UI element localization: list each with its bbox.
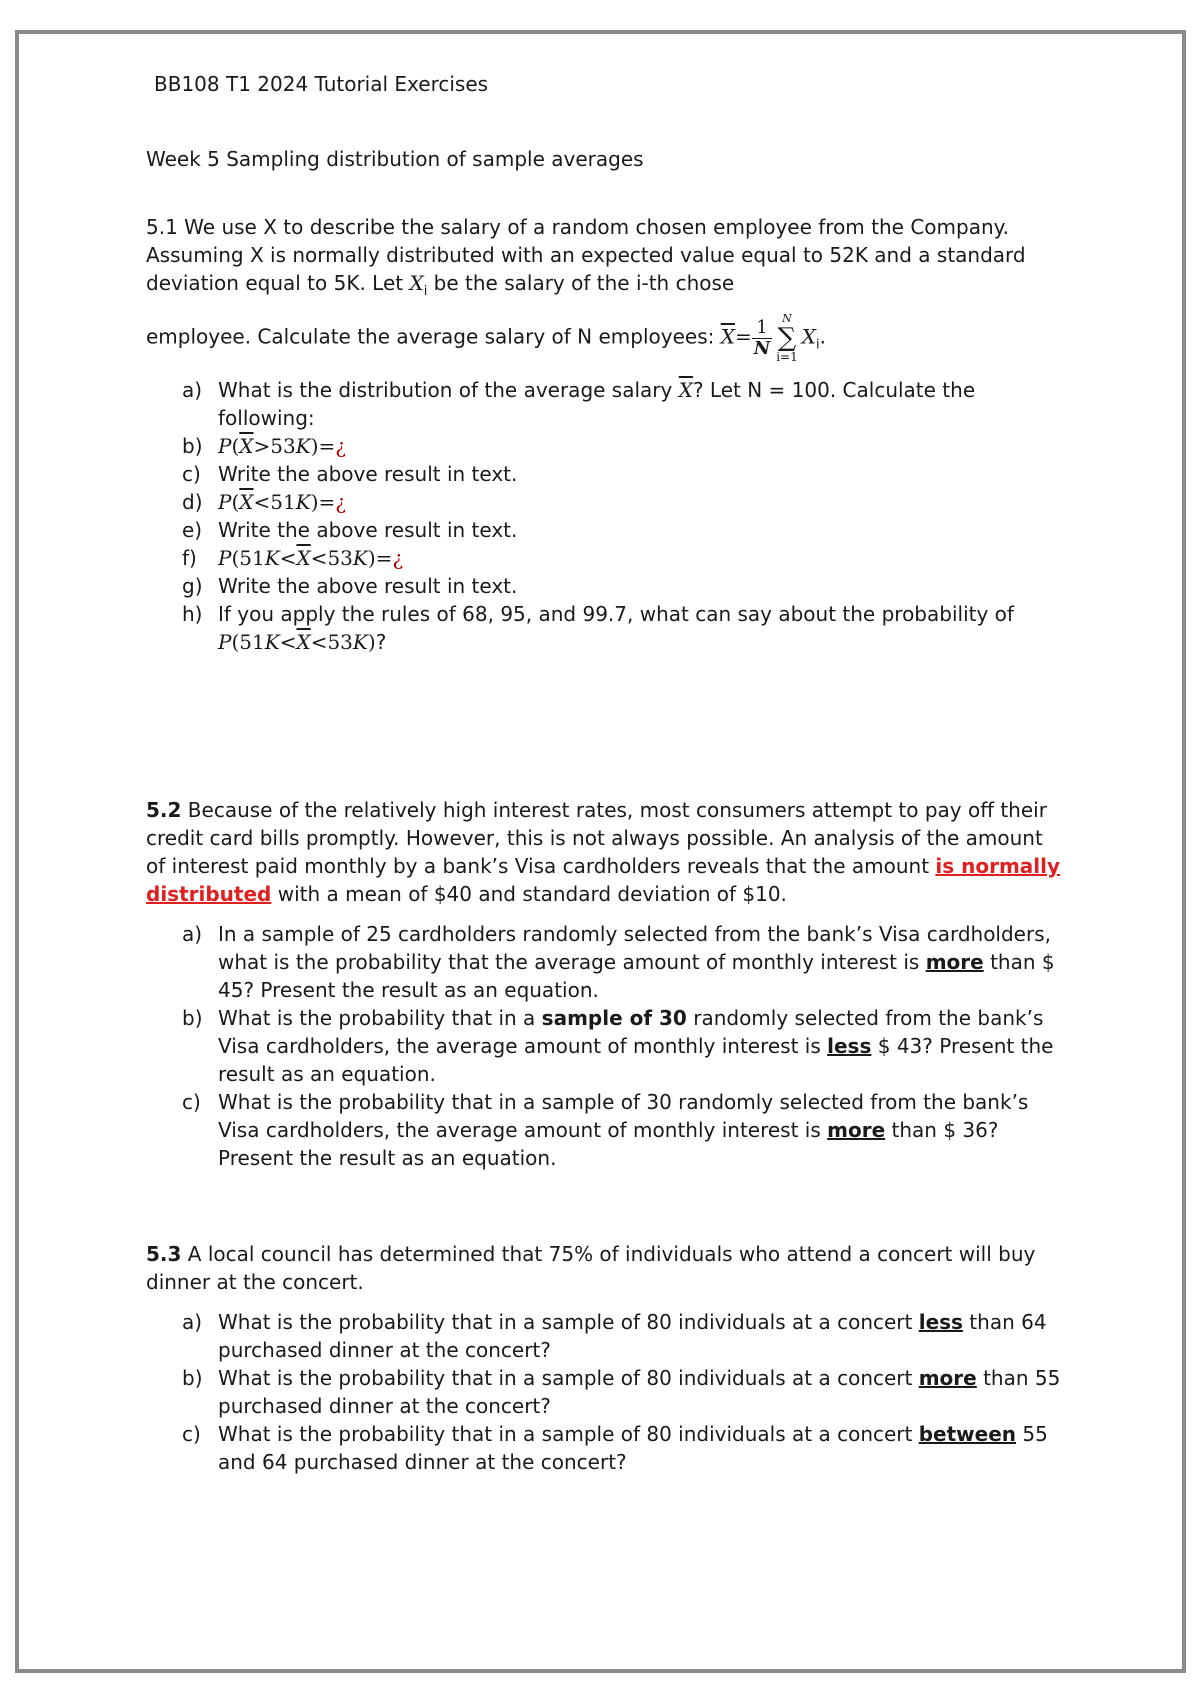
list-item: b) What is the probability that in a sample of 80 individuals at a concert more than 55 purchased dinner at the concert? — [182, 1366, 1061, 1418]
question-5-3 — [146, 1240, 1066, 1476]
list-item: g) Write the above result in text. — [182, 574, 518, 598]
question-5-1-intro: 5.1 We use X to describe the salary of a random chosen employee from the Company. Assuming X is normally distributed with an expected value equal to 52K and a standard deviation equal to 5K. Let $X_i$ be the salary of the i-th chose — [146, 215, 1026, 299]
list-item: e) Write the above result in text. — [182, 518, 518, 542]
question-5-2 — [146, 796, 1066, 1172]
x-bar: $\overline{X}$ — [720, 324, 735, 349]
emphasis-normally-distributed: is normally distributed — [146, 854, 1061, 906]
list-item: f) $P(51K<\overline{X}<53K)=¿$ — [182, 546, 404, 570]
list-item: a) What is the probability that in a sample of 80 individuals at a concert less than 64 purchased dinner at the concert? — [182, 1310, 1047, 1362]
list-item: c) What is the probability that in a sample of 80 individuals at a concert between 55 and 64 purchased dinner at the concert? — [182, 1422, 1048, 1474]
list-item: a) In a sample of 25 cardholders randomly selected from the bank’s Visa cardholders, what is the probability that the average amount of monthly interest is more than $ 45? Present the result as an equation. — [182, 922, 1055, 1002]
question-5-2-intro: 5.2 Because of the relatively high interest rates, most consumers attempt to pay off their credit card bills promptly. However, this is not always possible. An analysis of the amount of interest paid monthly by a bank’s Visa cardholders reveals that the amount is normally distributed with a mean of $40 and standard deviation of $10. — [146, 798, 1061, 906]
question-number: 5.2 — [146, 798, 182, 822]
document-body — [146, 70, 1066, 1476]
list-item: c) Write the above result in text. — [182, 462, 518, 486]
question-5-2-items — [146, 920, 1066, 1172]
question-number: 5.1 — [146, 215, 178, 239]
list-item: h) If you apply the rules of 68, 95, and 99.7, what can say about the probability of $P(51K<\overline{X}<53K)$? — [182, 602, 1014, 654]
list-item: c) What is the probability that in a sample of 30 randomly selected from the bank’s Visa cardholders, the average amount of monthly interest is more than $ 36? Present the result as an equation. — [182, 1090, 1029, 1170]
week-title: Week 5 Sampling distribution of sample averages — [146, 147, 644, 171]
question-5-3-intro: 5.3 A local council has determined that 75% of individuals who attend a concert will buy dinner at the concert. — [146, 1242, 1036, 1294]
list-item: b) $P(\overline{X}>53K)=¿$ — [182, 434, 346, 458]
question-5-1 — [146, 213, 1066, 656]
question-5-3-items — [146, 1308, 1066, 1476]
question-5-1-items — [146, 376, 1066, 656]
document-title: BB108 T1 2024 Tutorial Exercises — [154, 72, 489, 96]
question-5-1-formula-line: employee. Calculate the average salary of N employees: $\overline{X}=$ $\frac{1}{N}$ N ∑ i=1 $X_i$. — [146, 312, 826, 364]
fraction-one-over-n: $\frac{1}{N}$ — [753, 316, 771, 359]
summation-symbol: N ∑ i=1 — [776, 312, 798, 364]
question-number: 5.3 — [146, 1242, 182, 1266]
list-item: b) What is the probability that in a sample of 30 randomly selected from the bank’s Visa cardholders, the average amount of monthly interest is less $ 43? Present the result as an equation. — [182, 1006, 1054, 1086]
list-item: a) What is the distribution of the average salary $\overline{X}$? Let N = 100. Calculate the following: — [182, 378, 976, 430]
list-item: d) $P(\overline{X}<51K)=¿$ — [182, 490, 346, 514]
